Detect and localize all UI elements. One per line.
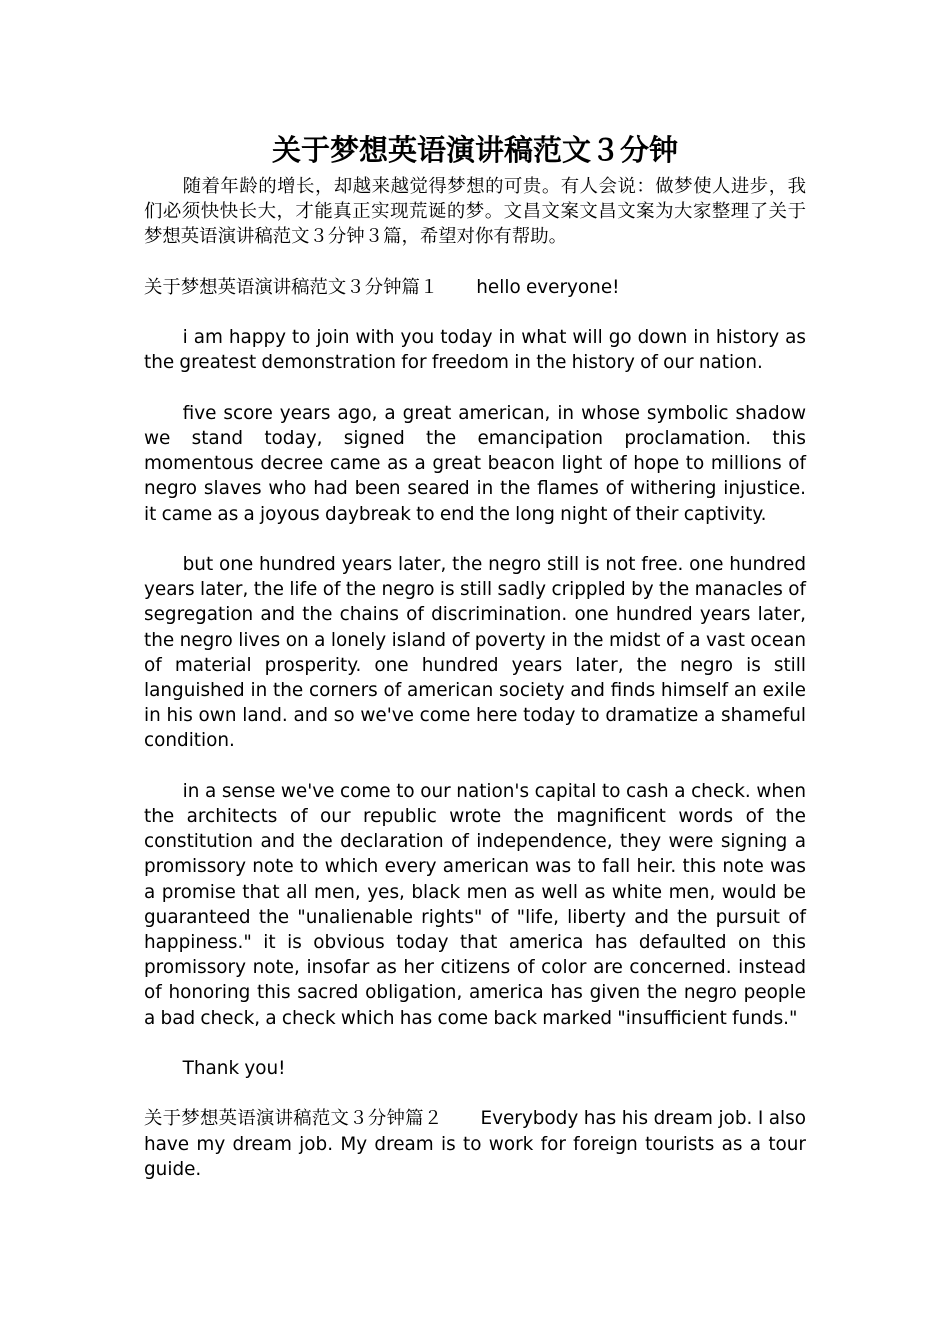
section-1-paragraph: but one hundred years later, the negro still is not free. one hundred years later, the life of the negro is still sadly crippled by the manacles of segregation and the chains of discrimination. one hundred years later, the negro lives on a lonely island of poverty in the midst of a vast ocean of material prosperity. one hundred years later, the negro is still languished in the corners of american society and finds himself an exile in his own land. and so we've come here today to dramatize a shameful condition. xyxy=(144,553,806,752)
document-title: 关于梦想英语演讲稿范文３分钟 xyxy=(271,133,678,167)
section-1-opening xyxy=(144,275,806,300)
document-page xyxy=(144,128,806,1207)
section-1-closing: Thank you! xyxy=(182,1058,286,1080)
section-1-paragraph: i am happy to join with you today in what will go down in history as the greatest demonstration for freedom in the history of our nation. xyxy=(144,327,806,374)
section-2-text: Everybody has his dream job. I also have my dream job. My dream is to work for foreign tourists as a tour guide. xyxy=(144,1108,806,1180)
section-2-opening xyxy=(144,1106,806,1182)
section-1-paragraph: in a sense we've come to our nation's capital to cash a check. when the architects of our republic wrote the magnificent words of the constitution and the declaration of independence, they were signing a promissory note to which every american was to fall heir. this note was a promise that all men, yes, black men as well as white men, would be guaranteed the "unalienable rights" of "life, liberty and the pursuit of happiness." it is obvious today that america has defaulted on this promissory note, insofar as her citizens of color are concerned. instead of honoring this sacred obligation, america has given the negro people a bad check, a check which has come back marked "insufficient funds." xyxy=(144,780,806,1029)
section-1-paragraph: five score years ago, a great american, in whose symbolic shadow we stand today, signed the emancipation proclamation. this momentous decree came as a great beacon light of hope to millions of negro slaves who had been seared in the flames of withering injustice. it came as a joyous daybreak to end the long night of their captivity. xyxy=(144,402,806,525)
intro-paragraph: 随着年龄的增长，却越来越觉得梦想的可贵。有人会说：做梦使人进步，我们必须快快长大，才能真正实现荒诞的梦。文昌文案文昌文案为大家整理了关于梦想英语演讲稿范文３分钟３篇，希望对你有帮助。 xyxy=(144,176,806,248)
section-1-greeting: hello everyone! xyxy=(476,276,620,298)
section-1-heading: 关于梦想英语演讲稿范文３分钟篇１ xyxy=(144,276,439,298)
section-2-heading: 关于梦想英语演讲稿范文３分钟篇２ xyxy=(144,1108,443,1130)
